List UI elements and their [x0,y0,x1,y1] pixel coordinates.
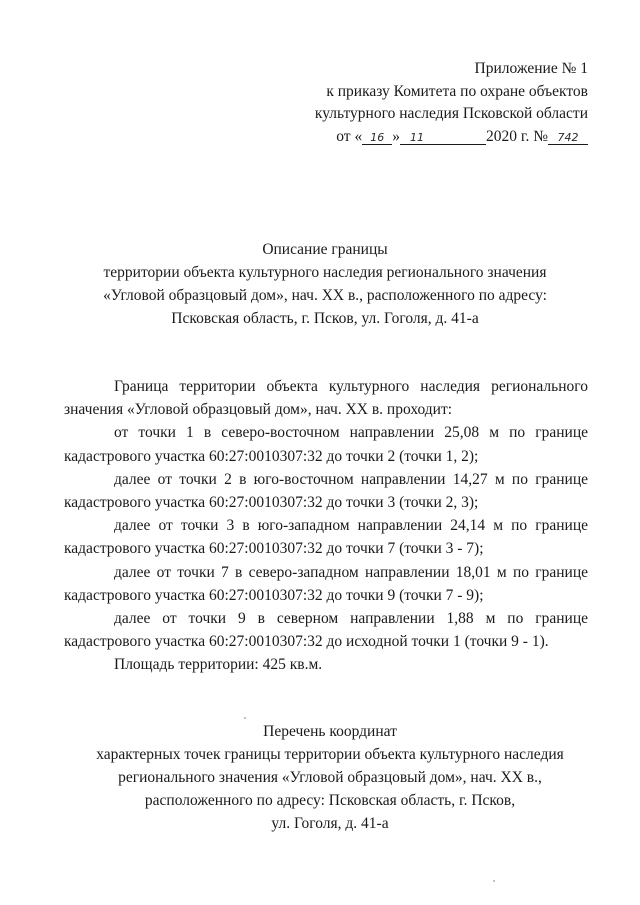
description-heading: Описание границы [262,241,388,258]
boundary-segment: далее от точки 2 в юго-восточном направлении 14,27 м по границе кадастрового участка 60:27:0010307:32 до точки 3 (точки 2, 3); [64,470,588,512]
boundary-intro: Граница территории объекта культурного наследия регионального значения «Угловой образцовый дом», нач. XX в. проходит: [64,378,588,419]
appendix-order-reference: к приказу Комитета по охране объектов [326,82,588,100]
boundary-segment: от точки 1 в северо-восточном направлении 25,08 м по границе кадастрового участка 60:27:0010307:32 до точки 2 (точки 1, 2); [64,424,588,465]
scan-speck [244,717,246,719]
appendix-order-date [315,126,588,149]
handwritten-day: 16 [362,131,392,145]
appendix-number: Приложение № 1 [474,60,588,77]
boundary-segment: далее от точки 7 в северо-западном направлении 18,01 м по границе кадастрового участка 60:27:0010307:32 до точки 9 (точки 7 - 9); [64,563,588,604]
description-title [60,238,590,330]
appendix-committee-name: культурного наследия Псковской области [314,105,588,122]
coordinates-heading: Перечень координат [263,723,397,740]
boundary-segment: далее от точки 9 в северном направлении 1,88 м по границе кадастрового участка 60:27:0010307:32 до исходной точки 1 (точки 9 - 1). [64,610,588,651]
date-year: 2020 г. № [485,127,548,145]
description-subheading-2: «Угловой образцовый дом», нач. XX в., расположенного по адресу: [103,287,547,304]
date-prefix: от « [336,127,363,145]
handwritten-order-number: 742 [548,131,588,145]
handwritten-month: 11 [400,131,486,145]
description-address: Псковская область, г. Псков, ул. Гоголя, д. 41-а [171,310,479,327]
boundary-description [64,375,588,677]
coordinates-subheading-1: характерных точек границы территории объекта культурного наследия [96,746,564,763]
scan-speck [493,880,495,882]
boundary-segment: далее от точки 3 в юго-западном направлении 24,14 м по границе кадастрового участка 60:27:0010307:32 до точки 7 (точки 3 - 7); [64,517,588,558]
coordinates-address: ул. Гоголя, д. 41-а [271,815,389,832]
description-subheading-1: территории объекта культурного наследия регионального значения [103,264,547,281]
appendix-header [315,58,588,148]
date-quote-close: » [392,127,400,145]
coordinates-subheading-2: регионального значения «Угловой образцовый дом», нач. XX в., [118,769,542,786]
coordinates-list-title [65,720,595,835]
territory-area: Площадь территории: 425 кв.м. [114,656,323,674]
coordinates-subheading-3: расположенного по адресу: Псковская область, г. Псков, [144,792,516,809]
